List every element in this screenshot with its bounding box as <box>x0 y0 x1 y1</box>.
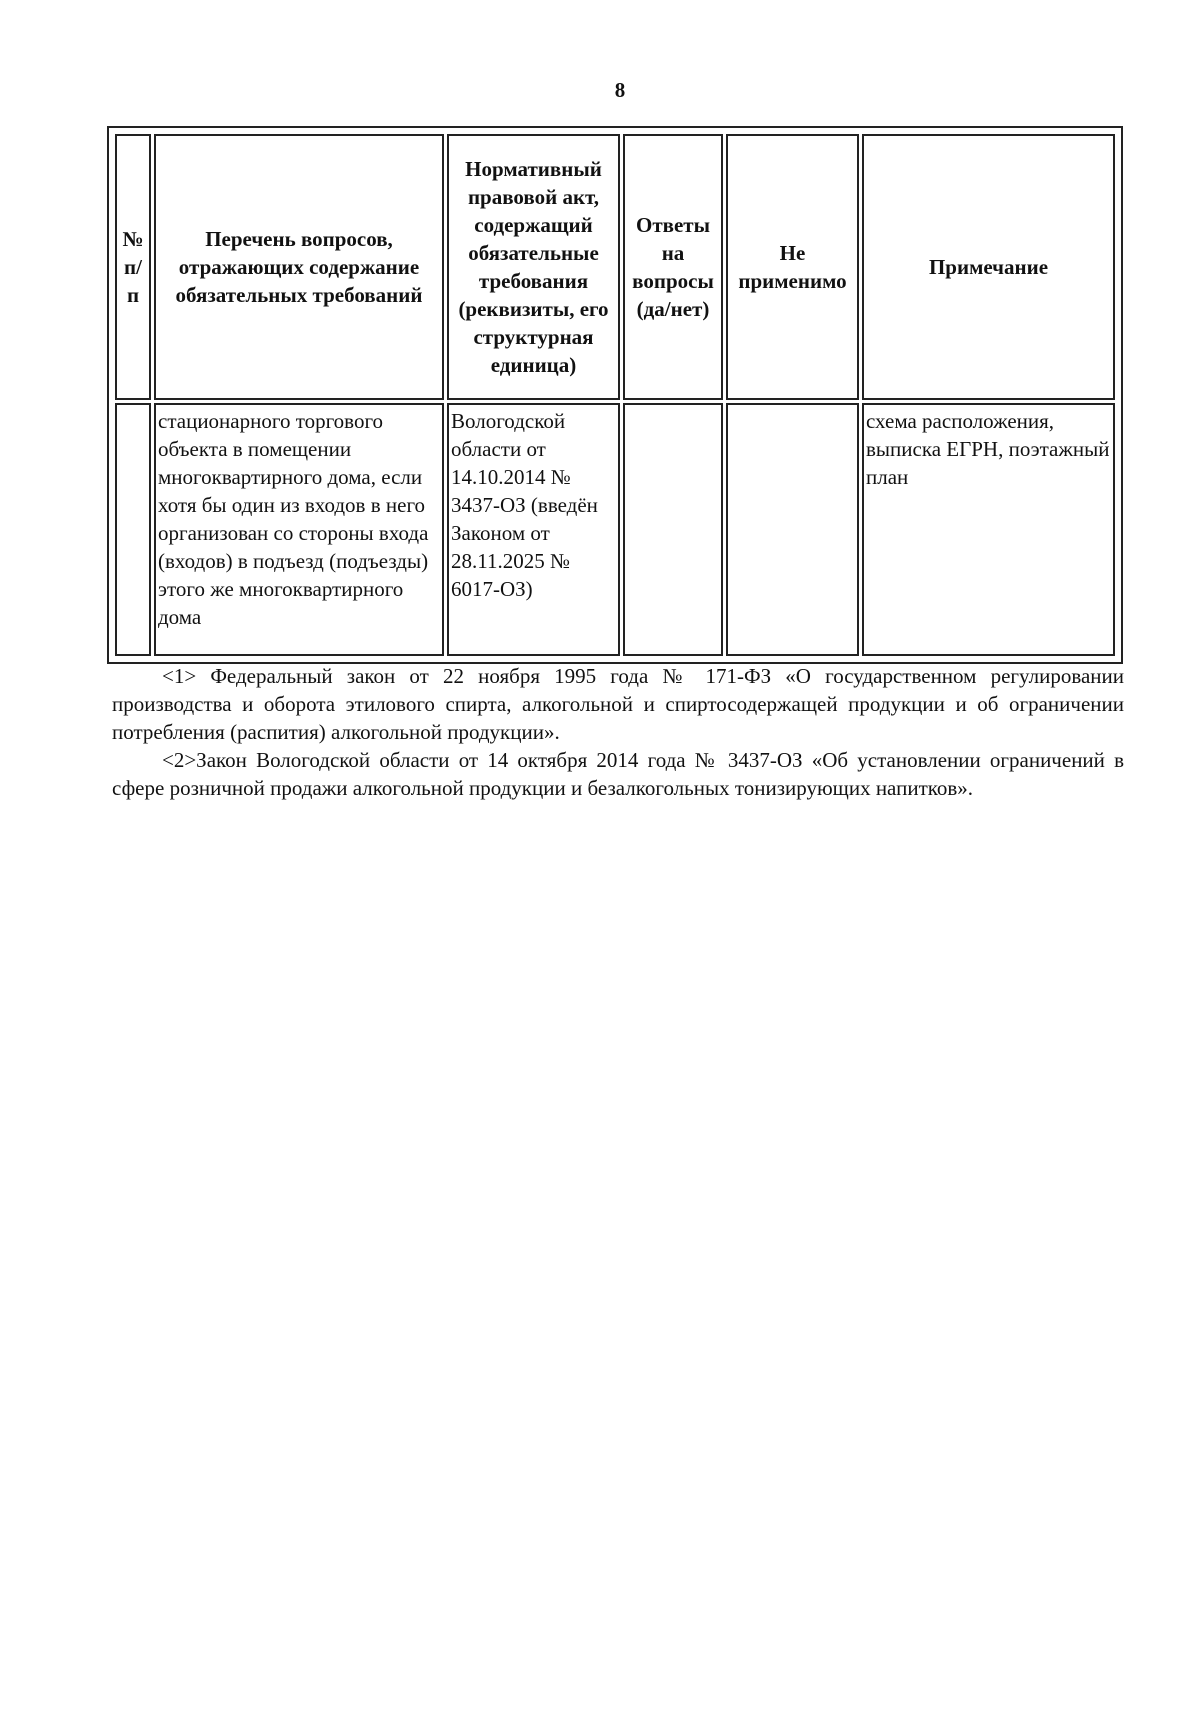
table-row <box>115 403 1115 656</box>
cell-legal-act: Вологодской области от 14.10.2014 № 3437-ОЗ (введён Законом от 28.11.2025 № 6017-ОЗ) <box>447 403 620 656</box>
cell-num <box>115 403 151 656</box>
header-answers: Ответы на вопросы (да/нет) <box>623 134 723 400</box>
page-number: 8 <box>614 78 626 102</box>
cell-answer <box>623 403 723 656</box>
header-questions: Перечень вопросов, отражающих содержание обязательных требований <box>154 134 444 400</box>
footnote-1: <1> Федеральный закон от 22 ноября 1995 года № 171-ФЗ «О государственном регулировании производства и оборота этилового спирта, алкогольной и спиртосодержащей продукции и об ограничении потребления (распития) алкогольной продукции». <box>112 664 1124 744</box>
requirements-table-frame <box>107 126 1123 664</box>
cell-not-applicable <box>726 403 859 656</box>
cell-note: схема расположения, выписка ЕГРН, поэтажный план <box>862 403 1115 656</box>
cell-question: стационарного торгового объекта в помещении многоквартирного дома, если хотя бы один из входов в него организован со стороны входа (входов) в подъезд (подъезды) этого же многоквартирного дома <box>154 403 444 656</box>
header-legal-act: Нормативный правовой акт, содержащий обязательные требования (реквизиты, его структурная единица) <box>447 134 620 400</box>
header-note: Примечание <box>862 134 1115 400</box>
header-num: № п/п <box>115 134 151 400</box>
footnote-2: <2>Закон Вологодской области от 14 октября 2014 года № 3437-ОЗ «Об установлении ограничений в сфере розничной продажи алкогольной продукции и безалкогольных тонизирующих напитков». <box>112 748 1124 800</box>
table-header-row <box>115 134 1115 400</box>
requirements-table <box>112 131 1118 659</box>
footnotes <box>112 662 1124 802</box>
header-not-applicable: Не применимо <box>726 134 859 400</box>
